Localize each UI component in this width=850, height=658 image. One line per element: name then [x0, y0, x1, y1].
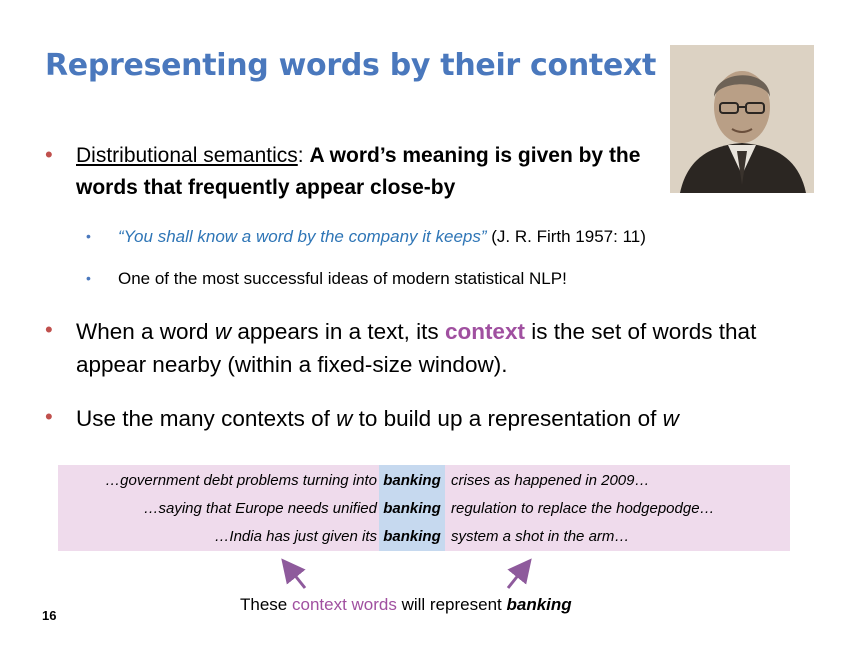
bullet-marker: •	[45, 142, 53, 167]
right-context: crises as happened in 2009…	[451, 472, 650, 489]
right-context: regulation to replace the hodgepodge…	[451, 500, 715, 517]
word-w: w	[662, 406, 679, 431]
word-w: w	[336, 406, 353, 431]
bullet-context-definition	[76, 315, 816, 381]
portrait-photo	[670, 45, 814, 193]
left-context: …India has just given its	[214, 528, 377, 545]
context-term: context	[444, 319, 525, 344]
left-arrow	[285, 563, 305, 588]
sub-bullet-nlp-idea: One of the most successful ideas of modern statistical NLP!	[118, 269, 567, 288]
right-arrow	[508, 563, 528, 588]
bullet-marker: •	[45, 404, 53, 429]
concordance-row	[58, 495, 790, 523]
sub-bullet-marker: •	[86, 270, 91, 286]
term-distributional-semantics: Distributional semantics	[76, 144, 298, 167]
definition-text: A word’s meaning is given by the words that frequently appear close-by	[76, 144, 641, 199]
text-segment: When a word	[76, 319, 215, 344]
keyword: banking	[383, 528, 441, 545]
concordance-row	[58, 467, 790, 495]
concordance-row	[58, 523, 790, 551]
colon: :	[297, 144, 310, 167]
text-segment: appears in a text, its	[231, 319, 445, 344]
sub-bullet-marker: •	[86, 228, 91, 244]
left-context: …saying that Europe needs unified	[143, 500, 377, 517]
bullet-distributional-semantics	[76, 140, 676, 204]
firth-quote: “You shall know a word by the company it keeps”	[118, 227, 487, 246]
sub-bullet-firth-quote	[118, 224, 646, 250]
text-segment: to build up a representation of	[352, 406, 663, 431]
caption	[240, 595, 572, 615]
text-segment: These	[240, 595, 292, 614]
slide-title: Representing words by their context	[45, 48, 657, 83]
bullet-build-representation	[76, 402, 679, 435]
firth-citation: (J. R. Firth 1957: 11)	[486, 227, 646, 246]
text-segment: will represent	[396, 595, 507, 614]
caption-context-words: context words	[291, 595, 397, 614]
keyword: banking	[383, 472, 441, 489]
word-w: w	[214, 319, 232, 344]
text-segment: Use the many contexts of	[76, 406, 337, 431]
caption-banking: banking	[506, 595, 572, 614]
right-context: system a shot in the arm…	[451, 528, 630, 545]
left-context: …government debt problems turning into	[105, 472, 377, 489]
text-segment: is the set of words that appear nearby (within a fixed-size window).	[76, 319, 757, 377]
page-number: 16	[42, 608, 57, 623]
portrait-image	[670, 45, 814, 193]
bullet-marker: •	[45, 317, 53, 342]
keyword: banking	[383, 500, 441, 517]
